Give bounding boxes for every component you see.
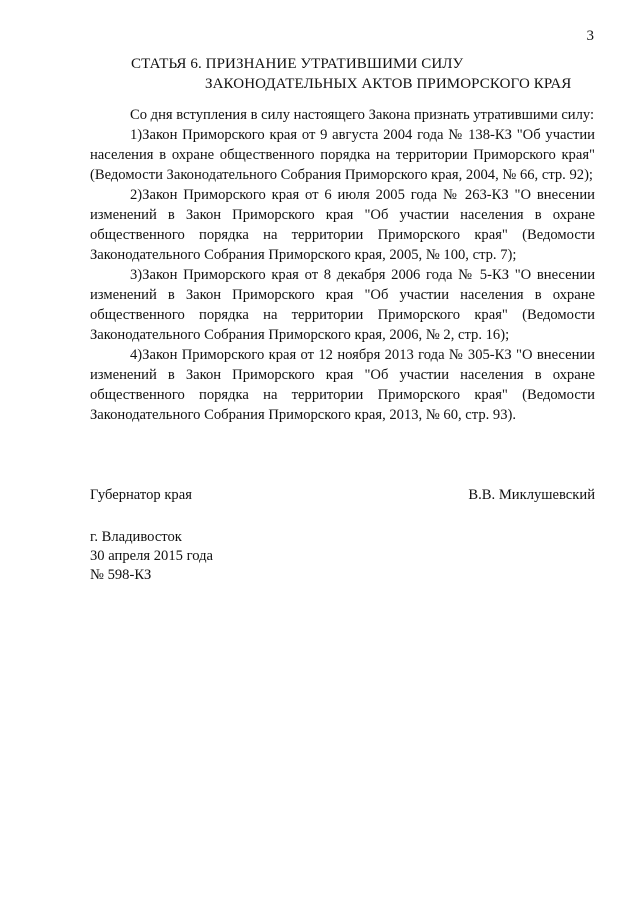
intro-paragraph: Со дня вступления в силу настоящего Закона признать утратившими силу:	[130, 107, 595, 123]
law-item-3: 3)Закон Приморского края от 8 декабря 2006 года № 5-КЗ "О внесении изменений в Закон Приморского края "Об участии населения в охране общественного порядка на территории Приморского края" (Ведомости Законодательного Собрания Приморского края, 2006, № 2, стр. 16);	[90, 267, 595, 343]
article-heading-line-2: ЗАКОНОДАТЕЛЬНЫХ АКТОВ ПРИМОРСКОГО КРАЯ	[205, 76, 572, 92]
page-number: 3	[586, 28, 594, 44]
article-heading-line-1: СТАТЬЯ 6. ПРИЗНАНИЕ УТРАТИВШИМИ СИЛУ	[131, 56, 464, 72]
law-item-4: 4)Закон Приморского края от 12 ноября 2013 года № 305-КЗ "О внесении изменений в Закон Приморского края "Об участии населения в охране общественного порядка на территории Приморского края" (Ведомости Законодательного Собрания Приморского края, 2013, № 60, стр. 93).	[90, 347, 595, 423]
signature-row	[90, 487, 595, 504]
law-item-1: 1)Закон Приморского края от 9 августа 2004 года № 138-КЗ "Об участии населения в охране общественного порядка на территории Приморского края" (Ведомости Законодательного Собрания Приморского края, 2004, № 66, стр. 92);	[90, 127, 595, 183]
signing-date: 30 апреля 2015 года	[90, 548, 213, 564]
signatory-name: В.В. Миклушевский	[468, 487, 595, 503]
signatory-position: Губернатор края	[90, 487, 192, 503]
article-body	[90, 105, 595, 425]
place-date-block	[90, 528, 213, 585]
law-number: № 598-КЗ	[90, 567, 152, 583]
city: г. Владивосток	[90, 529, 182, 545]
law-item-2: 2)Закон Приморского края от 6 июля 2005 года № 263-КЗ "О внесении изменений в Закон Приморского края "Об участии населения в охране общественного порядка на территории Приморского края" (Ведомости Законодательного Собрания Приморского края, 2005, № 100, стр. 7);	[90, 187, 595, 263]
